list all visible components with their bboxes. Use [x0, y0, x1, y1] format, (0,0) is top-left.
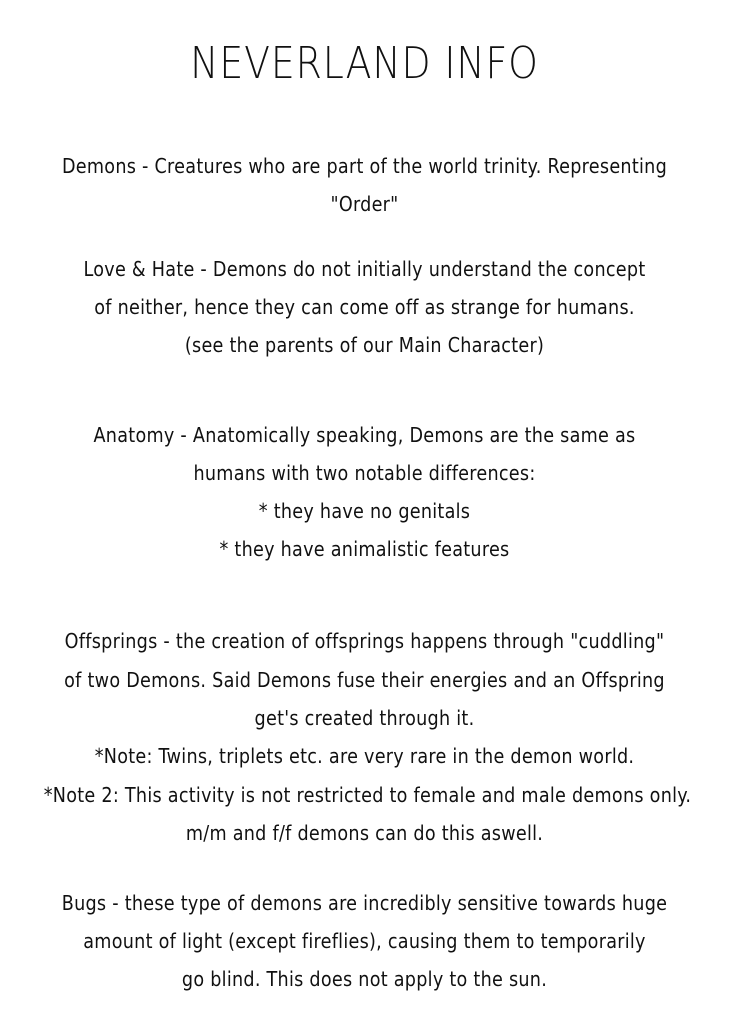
offsprings-line-2: of two Demons. Said Demons fuse their energies and an Offspring: [64, 668, 665, 692]
offsprings-note-2: *Note 2: This activity is not restricted to female and male demons only.: [43, 783, 692, 807]
love-hate-line-2: of neither, hence they can come off as strange for humans.: [94, 295, 635, 319]
bugs-line-1: Bugs - these type of demons are incredibly sensitive towards huge: [61, 891, 668, 915]
anatomy-line-1: Anatomy - Anatomically speaking, Demons are the same as: [93, 423, 636, 447]
offsprings-line-3: get's created through it.: [254, 706, 475, 730]
demons-line-1: Demons - Creatures who are part of the world trinity. Representing: [61, 154, 668, 178]
offsprings-line-1: Offsprings - the creation of offsprings happens through "cuddling": [64, 629, 665, 653]
anatomy-line-2: humans with two notable differences:: [193, 461, 536, 485]
offsprings-note-1: *Note: Twins, triplets etc. are very rare in the demon world.: [94, 744, 635, 768]
bugs-line-2: amount of light (except fireflies), causing them to temporarily: [83, 929, 646, 953]
love-hate-line-3: (see the parents of our Main Character): [184, 333, 545, 357]
bugs-line-3: go blind. This does not apply to the sun.: [181, 967, 548, 991]
love-hate-line-1: Love & Hate - Demons do not initially understand the concept: [83, 257, 646, 281]
demons-line-2: "Order": [330, 192, 399, 216]
offsprings-line-6: m/m and f/f demons can do this aswell.: [185, 821, 544, 845]
anatomy-line-4: * they have animalistic features: [219, 537, 510, 561]
anatomy-line-3: * they have no genitals: [258, 499, 471, 523]
page-title: NEVERLAND INFO: [190, 38, 539, 89]
